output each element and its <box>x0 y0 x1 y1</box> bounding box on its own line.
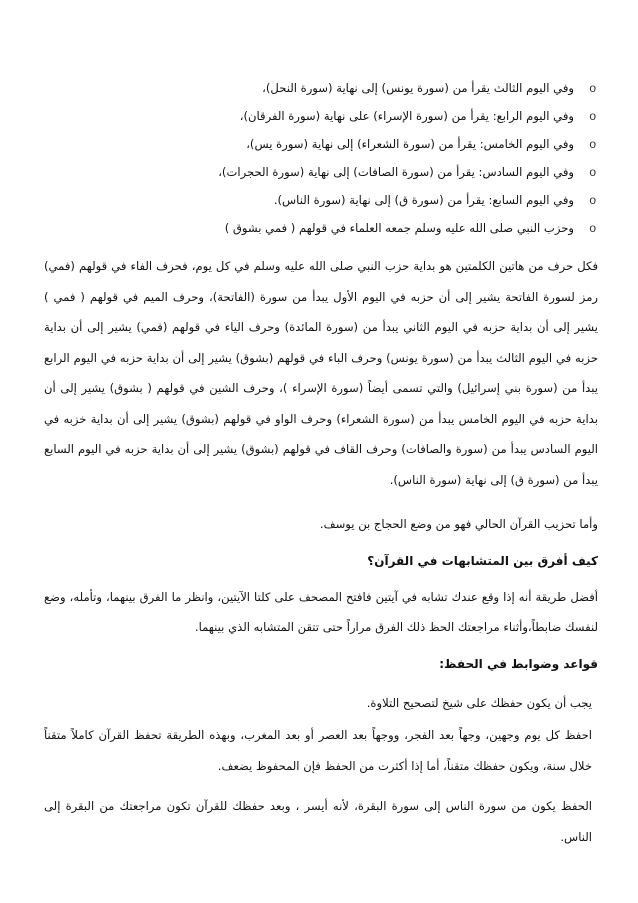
list-item <box>44 102 598 130</box>
bullet-marker: o <box>589 165 596 179</box>
rule-daily-paragraph: احفظ كل يوم وجهين، وجهاً بعد الفجر، ووجهاً بعد العصر أو بعد المغرب، وبهذه الطريقة تحفظ القرآن كاملاً متقناً خلال سنة، ويكون حفظك متقناً، أما إذا أكثرت من الحفظ فإن المحفوظ يضعف. <box>44 728 592 773</box>
list-item <box>44 186 598 214</box>
list-item <box>44 74 598 102</box>
bullet-text: وفي اليوم الرابع: يقرأ من (سورة الإسراء) على نهاية (سورة الفرقان)، <box>239 109 574 123</box>
bullet-marker: o <box>589 193 596 207</box>
rule-order-paragraph: الحفظ يكون من سورة الناس إلى سورة البقرة، لأنه أيسر ، وبعد حفظك للقرآن تكون مراجعتك من البقرة إلى الناس. <box>44 799 592 844</box>
mutashabihat-method-paragraph: أفضل طريقة أنه إذا وقع عندك تشابه في آيتين فافتح المصحف على كلتا الآيتين، وانظر ما الفرق بينهما، وتأمله، وضع لنفسك ضابطاً،وأثناء مراجعتك الحظ ذلك الفرق مراراً حتى تتقن المتشابه الذي بينهما. <box>44 589 598 634</box>
bullet-marker: o <box>589 109 596 123</box>
bullet-text: وفي اليوم الخامس: يقرأ من (سورة الشعراء) إلى نهاية (سورة يس)، <box>246 137 574 151</box>
weekly-hizb-list <box>44 74 598 242</box>
bullet-text: وفي اليوم السادس: يقرأ من (سورة الصافات) إلى نهاية (سورة الحجرات)، <box>218 165 574 179</box>
memorization-rules-heading: قواعد وضوابط في الحفظ: <box>439 656 598 671</box>
list-item <box>44 158 598 186</box>
bullet-marker: o <box>589 137 596 151</box>
bullet-text: وفي اليوم السابع: يقرأ من (سورة ق) إلى نهاية (سورة الناس). <box>273 193 574 207</box>
bullet-marker: o <box>589 81 596 95</box>
rule-shaykh-paragraph: يجب أن يكون حفظك على شيخ لتصحيح التلاوة. <box>366 695 592 710</box>
bullet-text: وفي اليوم الثالث يقرأ من (سورة يونس) إلى نهاية (سورة النحل)، <box>262 81 574 95</box>
hizb-explanation-paragraph: فكل حرف من هاتين الكلمتين هو بداية حزب النبي صلى الله عليه وسلم في كل يوم، فحرف الفاء في قولهم (فمي) رمز لسورة الفاتحة يشير إلى أن حزبه في اليوم الأول يبدأ من سورة (الفاتحة)، وحرف الميم في قولهم ( فمي ) يشير إلى أن بداية حزبه في اليوم الثاني يبدأ من (سورة المائدة) وحرف الياء في قولهم (فمي) يشير إلى أن بداية حزبه في اليوم الثالث يبدأ من (سورة يونس) وحرف الباء في قولهم (بشوق) يشير إلى أن بداية حزبه في اليوم الرابع يبدأ من (سورة بني إسرائيل) والتي تسمى أيضاً (سورة الإسراء )، وحرف الشين في قولهم ( بشوق) يشير إلى أن بداية حزبه في اليوم الخامس يبدأ من (سورة الشعراء) وحرف الواو في قولهم (بشوق) يشير إلى أن بداية خزبه في اليوم السادس يبدأ من (سورة والصافات) وحرف القاف في قولهم (بشوق) يشير إلى أن بداية حزبه في اليوم السابع يبدأ من (سورة ق) إلى نهاية (سورة الناس). <box>44 259 598 487</box>
tahzib-origin-paragraph: وأما تحزيب القرآن الحالي فهو من وضع الحجاج بن يوسف. <box>319 517 598 531</box>
mutashabihat-heading: كيف أفرق بين المتشابهات في القرآن؟ <box>367 553 598 568</box>
bullet-marker: o <box>589 221 596 235</box>
list-item <box>44 130 598 158</box>
bullet-text: وحزب النبي صلى الله عليه وسلم جمعه العلماء في قولهم ( فمي بشوق ) <box>224 221 574 235</box>
list-item <box>44 214 598 242</box>
